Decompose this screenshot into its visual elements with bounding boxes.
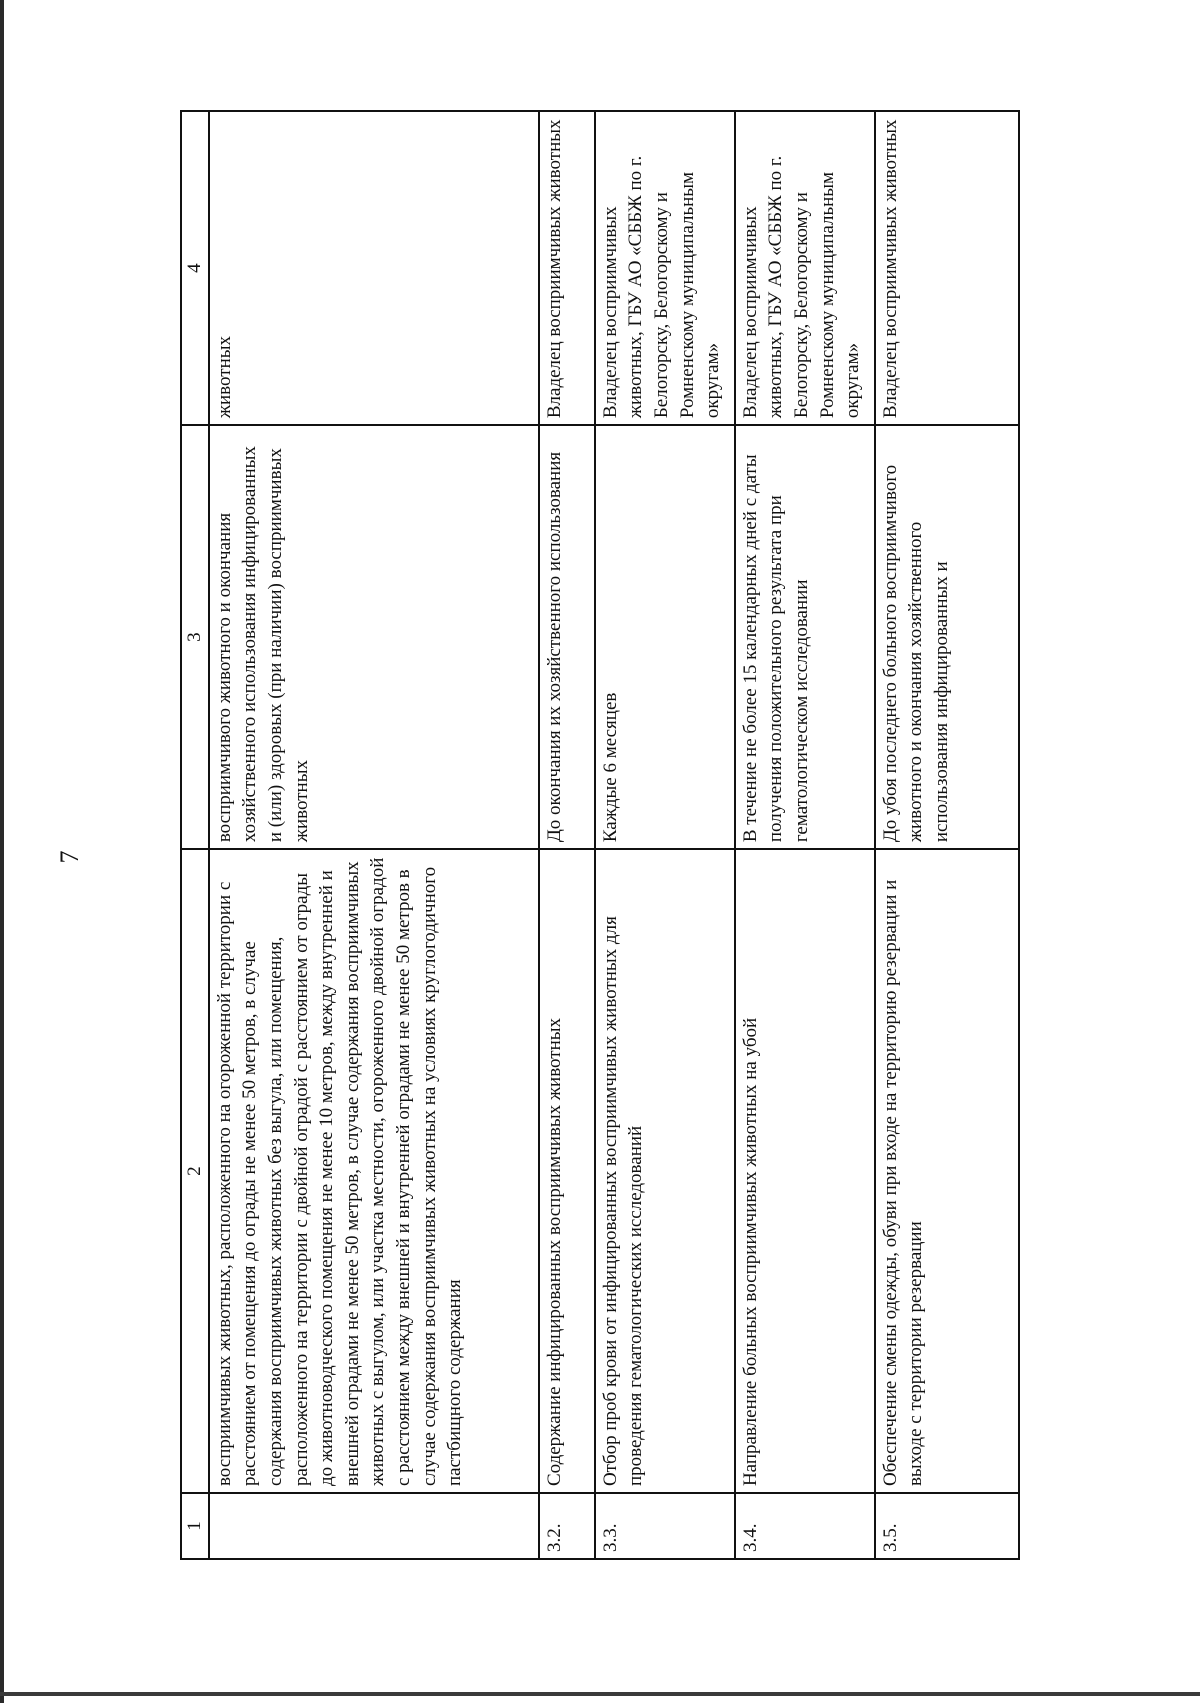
measure-cell: Обеспечение смены одежды, обуви при входе на территорию резервации и выходе с территории резервации: [875, 849, 1019, 1493]
column-header: 4: [181, 111, 209, 425]
table-row: [539, 111, 595, 1559]
column-header: 2: [181, 849, 209, 1493]
responsible-cell: Владелец восприимчивых животных, ГБУ АО «СББЖ по г. Белогорску, Белогорскому и Ромненскому муниципальным округам»: [595, 111, 735, 425]
responsible-cell: Владелец восприимчивых животных: [875, 111, 1019, 425]
page-number: 7: [55, 850, 84, 864]
row-number: 3.3.: [595, 1493, 735, 1559]
term-cell: восприимчивого животного и окончания хозяйственного использования инфицированных и (или) здоровых (при наличии) восприимчивых животных: [209, 425, 539, 849]
table-row: [209, 111, 539, 1559]
term-cell: Каждые 6 месяцев: [595, 425, 735, 849]
row-number: [209, 1493, 539, 1559]
column-header: 1: [181, 1493, 209, 1559]
measures-table-frame: [180, 110, 1020, 1560]
responsible-cell: Владелец восприимчивых животных: [539, 111, 595, 425]
column-header: 3: [181, 425, 209, 849]
measure-cell: Содержание инфицированных восприимчивых животных: [539, 849, 595, 1493]
measure-cell: Направление больных восприимчивых животных на убой: [735, 849, 875, 1493]
row-number: 3.5.: [875, 1493, 1019, 1559]
responsible-cell: животных: [209, 111, 539, 425]
table-row: [595, 111, 735, 1559]
responsible-cell: Владелец восприимчивых животных, ГБУ АО «СББЖ по г. Белогорску, Белогорскому и Ромненскому муниципальным округам»: [735, 111, 875, 425]
row-number: 3.2.: [539, 1493, 595, 1559]
measure-cell: Отбор проб крови от инфицированных восприимчивых животных для проведения гематологических исследований: [595, 849, 735, 1493]
table-row: [735, 111, 875, 1559]
term-cell: До окончания их хозяйственного использования: [539, 425, 595, 849]
row-number: 3.4.: [735, 1493, 875, 1559]
measure-cell: восприимчивых животных, расположенного на огороженной территории с расстоянием от помещения до ограды не менее 50 метров, в случае содержания восприимчивых животных без выгула, или помещения, расположенного на территории с двойной оградой с расстоянием от ограды до животноводческого помещения не менее 10 метров, между внутренней и внешней оградами не менее 50 метров, в случае содержания восприимчивых животных с выгулом, или участка местности, огороженного двойной оградой с расстоянием между внешней и внутренней оградами не менее 50 метров в случае содержания восприимчивых животных на условиях круглогодичного пастбищного содержания: [209, 849, 539, 1493]
table-row: [875, 111, 1019, 1559]
table-header-row: [181, 111, 209, 1559]
term-cell: В течение не более 15 календарных дней с даты получения положительного результата при гематологическом исследовании: [735, 425, 875, 849]
scan-edge-bottom: [0, 1692, 1200, 1696]
measures-table: [180, 110, 1020, 1560]
scan-edge: [0, 0, 4, 1703]
term-cell: До убоя последнего больного восприимчивого животного и окончания хозяйственного использования инфицированных и: [875, 425, 1019, 849]
